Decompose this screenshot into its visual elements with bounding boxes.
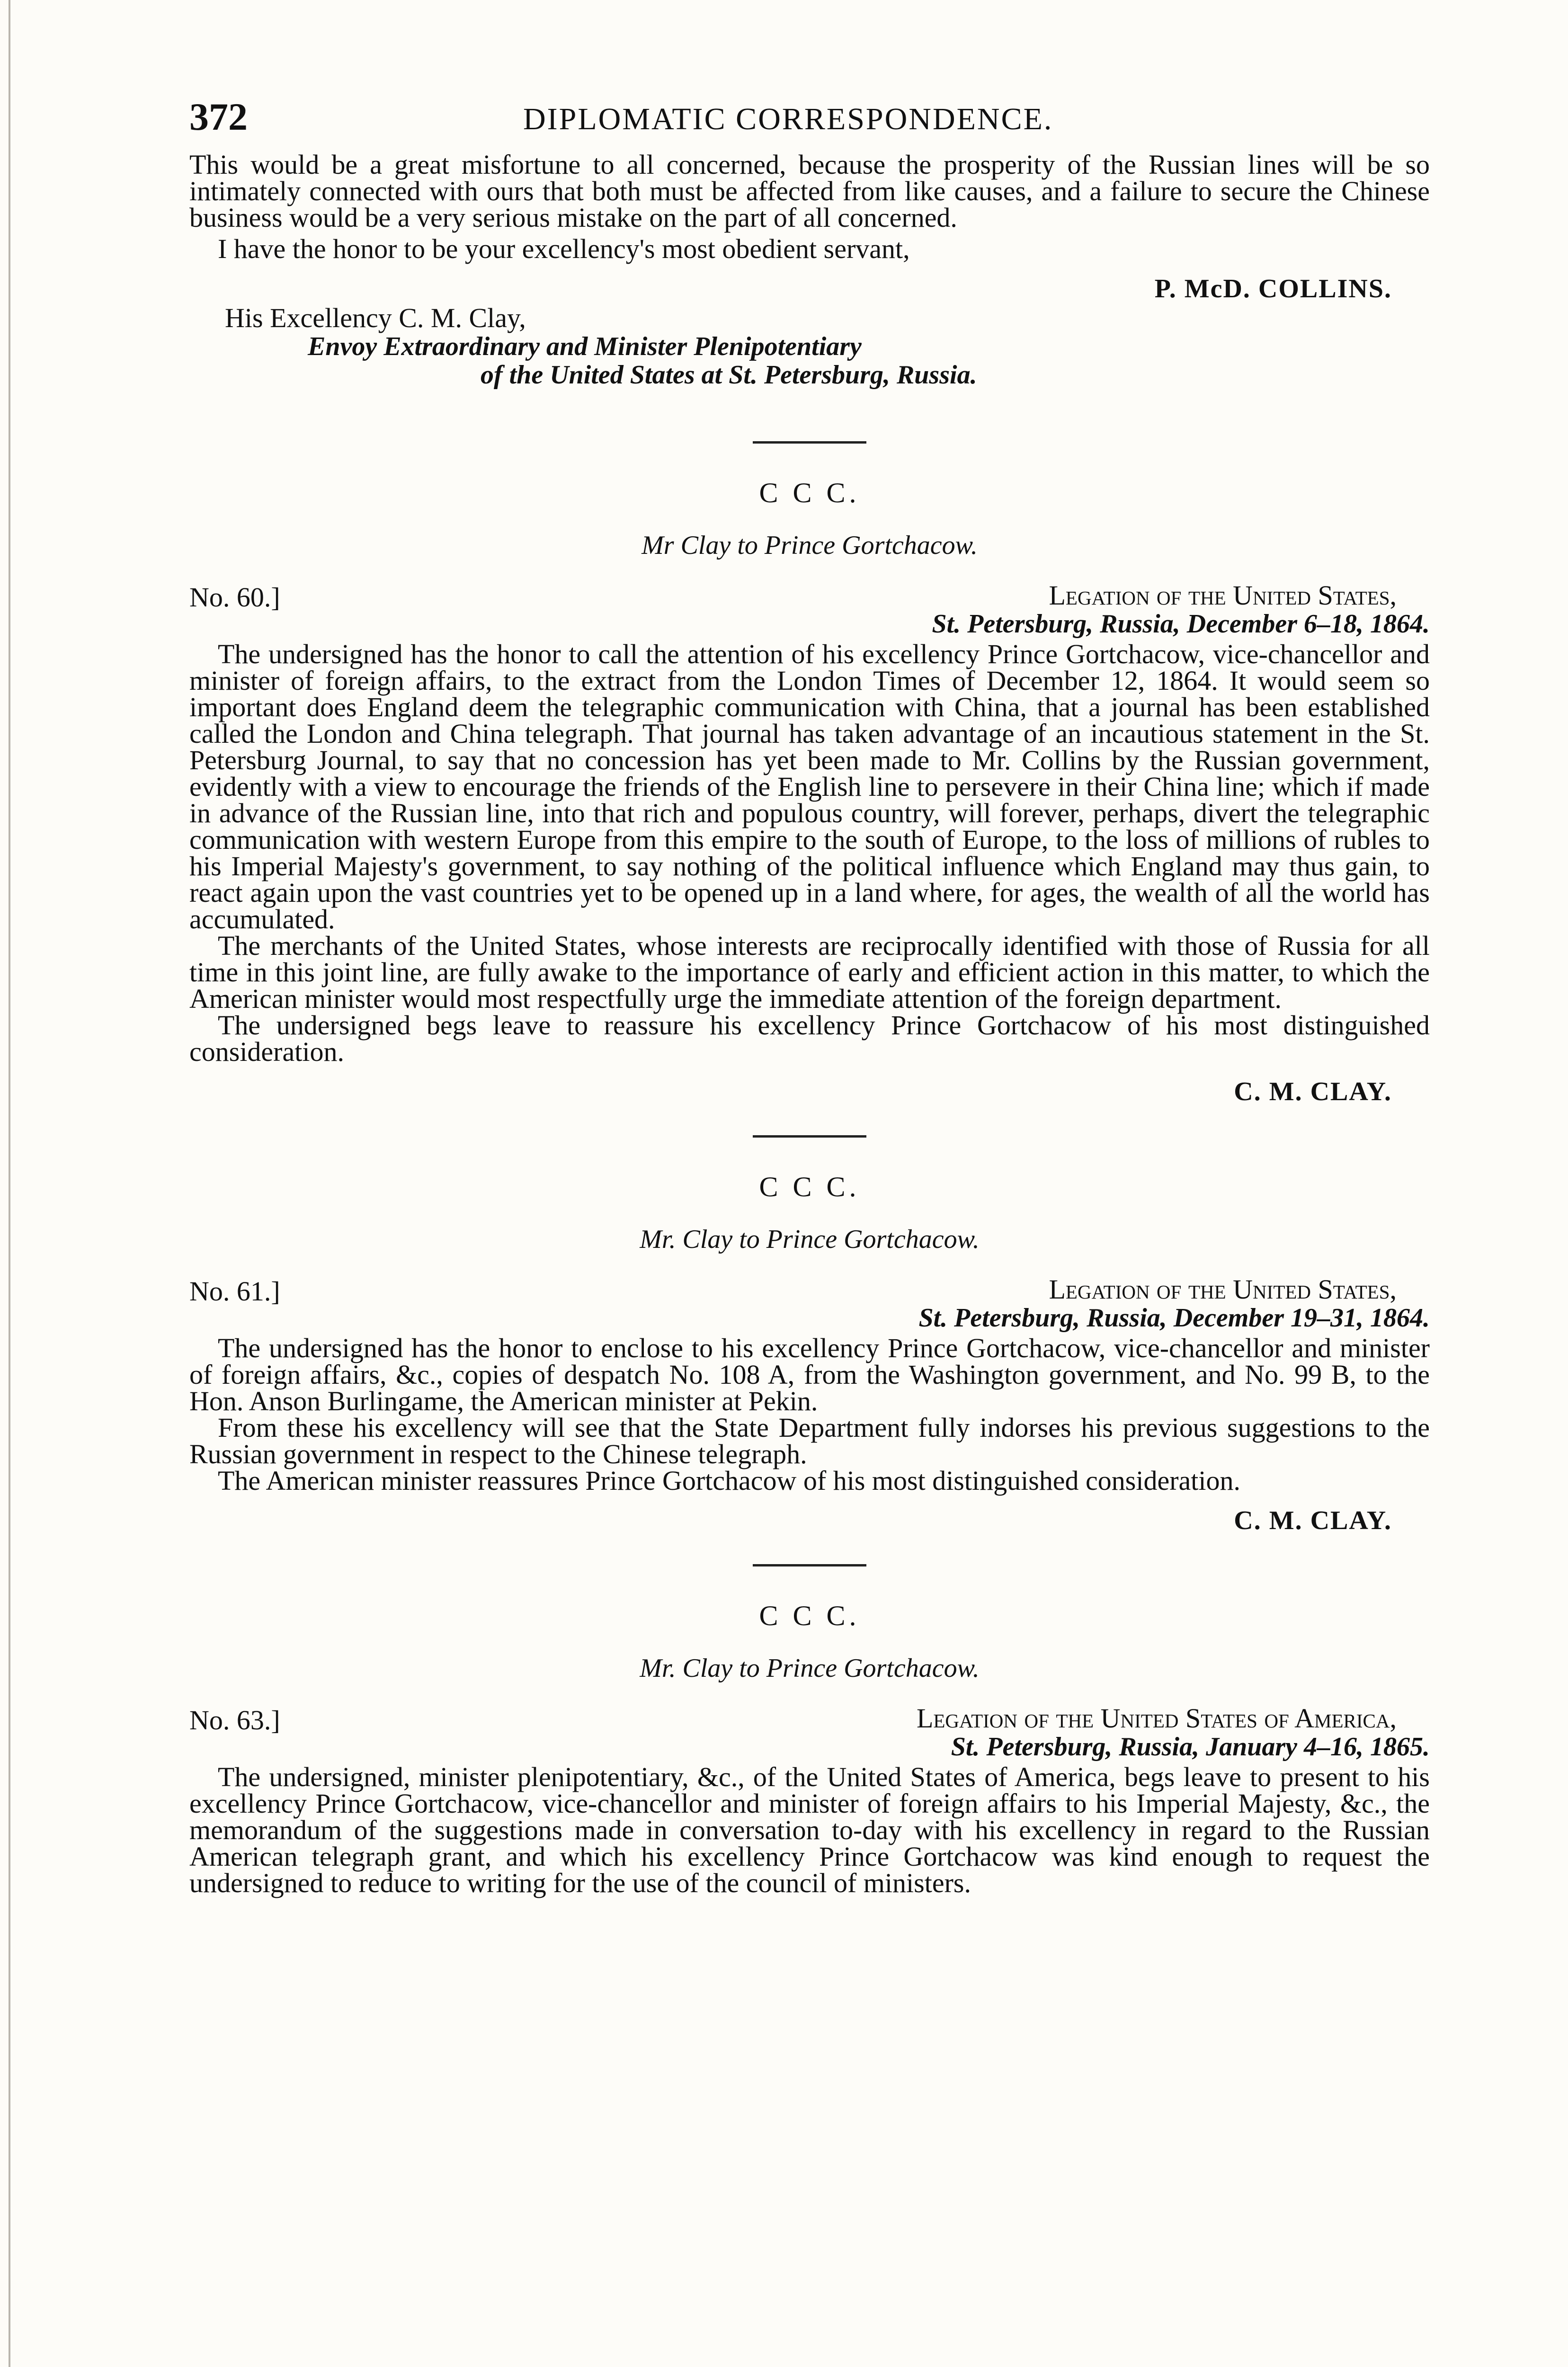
letter-dateline xyxy=(189,1702,1430,1764)
letter-paragraph: The merchants of the United States, whose interests are reciprocally identified with those of Russia for all time in this joint line, are fully awake to the importance of early and efficient action in this matter, to which the American minister would most respectfully urge the immediate attention of the foreign department. xyxy=(189,930,1430,1014)
page-number: 372 xyxy=(189,95,248,138)
letter-heading: Mr Clay to Prince Gortchacow. xyxy=(641,531,978,560)
place-date: St. Petersburg, Russia, December 19–31, 1864. xyxy=(918,1303,1430,1333)
dispatch-number: No. 63.] xyxy=(189,1705,280,1735)
legation-line: Legation of the United States of America, xyxy=(916,1703,1397,1734)
letter-heading: Mr. Clay to Prince Gortchacow. xyxy=(640,1225,980,1254)
section-number: C C C. xyxy=(759,1171,860,1202)
running-title: DIPLOMATIC CORRESPONDENCE. xyxy=(523,102,1053,136)
opening-signature: P. McD. COLLINS. xyxy=(1154,274,1392,303)
opening-closing: I have the honor to be your excellency's most obedient servant, xyxy=(218,233,910,264)
opening-paragraph: This would be a great misfortune to all concerned, because the prosperity of the Russian lines will be so intimately connected with ours that both must be affected from like causes, and a failure to secure the Chinese business would be a very serious mistake on the part of all concerned. xyxy=(189,149,1430,233)
letter-signature: C. M. CLAY. xyxy=(1234,1077,1392,1106)
page-edge-line xyxy=(9,0,10,2367)
section-number: C C C. xyxy=(759,477,860,508)
section-rule xyxy=(753,441,866,444)
letter-dateline xyxy=(189,1273,1430,1335)
legation-line: Legation of the United States, xyxy=(1049,1274,1397,1305)
letter-signature: C. M. CLAY. xyxy=(1234,1506,1392,1535)
section-rule xyxy=(753,1564,866,1566)
place-date: St. Petersburg, Russia, December 6–18, 1864. xyxy=(932,609,1430,639)
opening-letter-tail xyxy=(189,151,1430,389)
letter-no-63 xyxy=(189,1564,1430,1896)
section-rule xyxy=(753,1135,866,1138)
letter-heading: Mr. Clay to Prince Gortchacow. xyxy=(640,1654,980,1683)
page-header xyxy=(189,95,1430,151)
letter-no-60 xyxy=(189,441,1430,1107)
addressee-name: His Excellency C. M. Clay, xyxy=(225,303,526,333)
addressee-title-2: of the United States at St. Petersburg, Russia. xyxy=(481,360,977,390)
dispatch-number: No. 61.] xyxy=(189,1276,280,1307)
addressee-title-1: Envoy Extraordinary and Minister Plenipotentiary xyxy=(308,332,862,361)
document-page xyxy=(189,95,1430,1896)
letter-no-61 xyxy=(189,1135,1430,1536)
legation-line: Legation of the United States, xyxy=(1049,580,1397,611)
place-date: St. Petersburg, Russia, January 4–16, 1865. xyxy=(951,1732,1430,1762)
letter-paragraph: The undersigned begs leave to reassure his excellency Prince Gortchacow of his most distinguished consideration. xyxy=(189,1010,1430,1067)
dispatch-number: No. 60.] xyxy=(189,582,280,613)
letter-paragraph: The American minister reassures Prince Gortchacow of his most distinguished consideration. xyxy=(218,1465,1240,1496)
letter-dateline xyxy=(189,579,1430,641)
letter-paragraph: The undersigned has the honor to call the attention of his excellency Prince Gortchacow, vice-chancellor and minister of foreign affairs, to the extract from the London Times of December 12, 1864. It would seem so important does England deem the telegraphic communication with China, that a journal has been established called the London and China telegraph. That journal has taken advantage of an incautious statement in the St. Petersburg Journal, to say that no concession has yet been made to Mr. Collins by the Russian government, evidently with a view to encourage the friends of the English line to persevere in their China line; which if made in advance of the Russian line, into that rich and populous country, will forever, perhaps, divert the telegraphic communication with western Europe from this empire to the south of Europe, to the loss of millions of rubles to his Imperial Majesty's government, to say nothing of the political influence which England may thus gain, to react again upon the vast countries yet to be opened up in a land where, for ages, the wealth of all the world has accumulated. xyxy=(189,639,1430,934)
letter-paragraph: From these his excellency will see that the State Department fully indorses his previous suggestions to the Russian government in respect to the Chinese telegraph. xyxy=(189,1412,1430,1469)
letter-paragraph: The undersigned, minister plenipotentiary, &c., of the United States of America, begs leave to present to his excellency Prince Gortchacow, vice-chancellor and minister of foreign affairs to his Imperial Majesty, &c., the memorandum of the suggestions made in conversation to-day with his excellency in regard to the Russian American telegraph grant, and which his excellency Prince Gortchacow was kind enough to request the undersigned to reduce to writing for the use of the council of ministers. xyxy=(189,1762,1430,1898)
section-number: C C C. xyxy=(759,1600,860,1631)
letter-paragraph: The undersigned has the honor to enclose to his excellency Prince Gortchacow, vice-chancellor and minister of foreign affairs, &c., copies of despatch No. 108 A, from the Washington government, and No. 99 B, to the Hon. Anson Burlingame, the American minister at Pekin. xyxy=(189,1333,1430,1416)
